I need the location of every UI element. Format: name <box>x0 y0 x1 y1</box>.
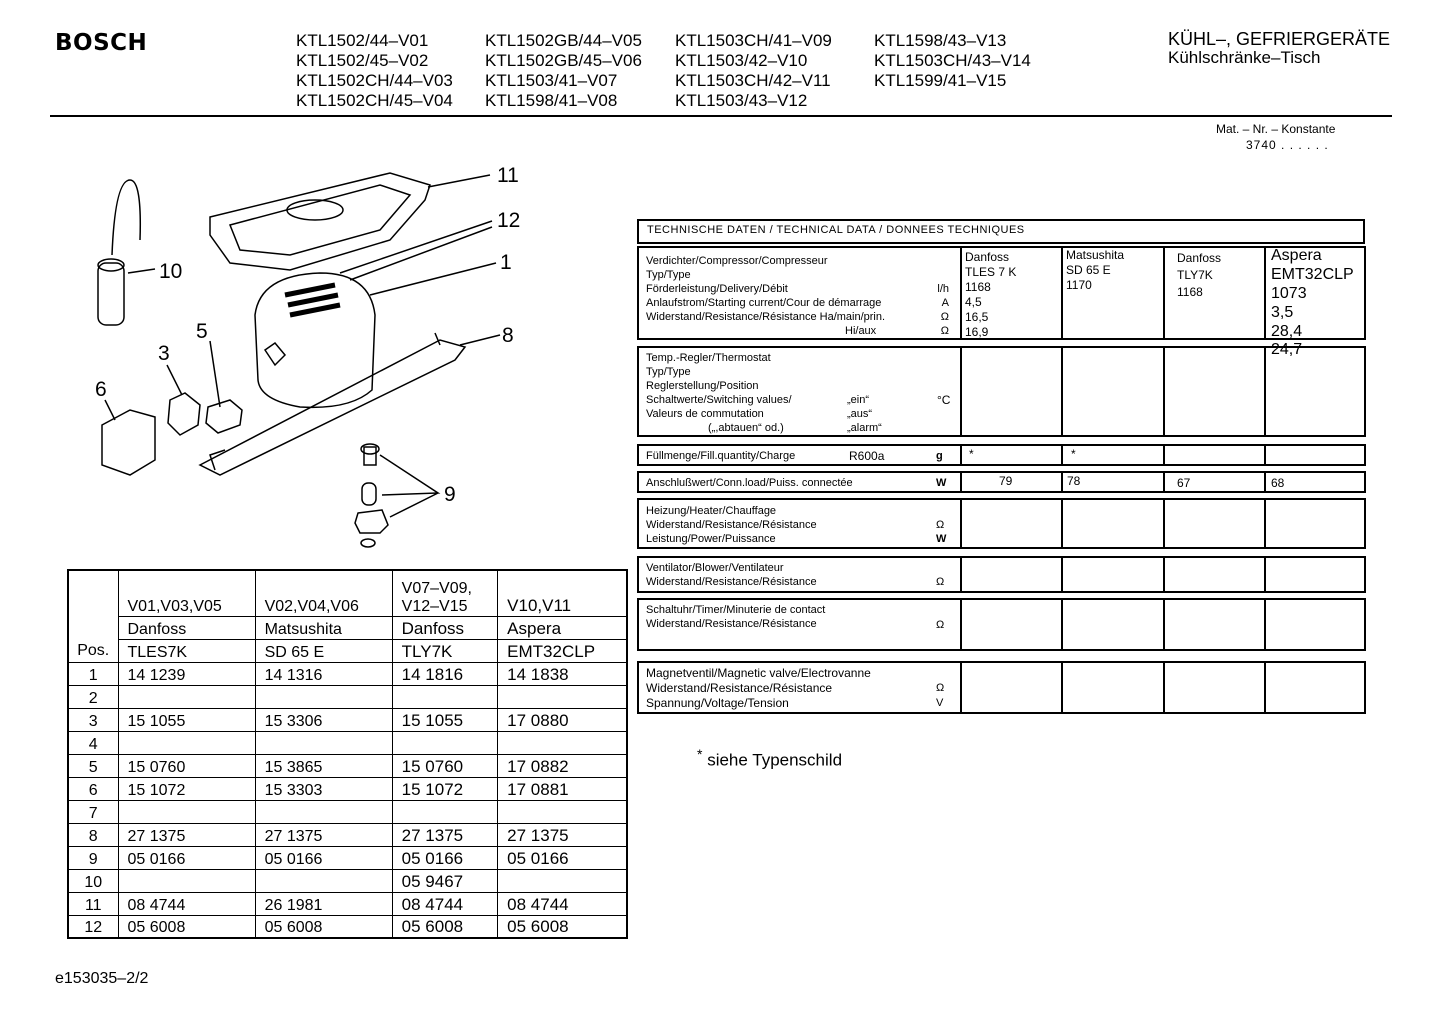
column-divider <box>1163 248 1165 338</box>
model-code: KTL1502GB/44–V05 <box>485 31 642 50</box>
part-number-cell: 05 0166 <box>118 846 255 869</box>
blower-section <box>637 556 1366 593</box>
compressor-col-aspera <box>1271 246 1354 341</box>
part-number-cell: 14 1316 <box>255 662 392 685</box>
callout-label: 12 <box>497 209 521 232</box>
state-label: „ein“ <box>847 394 870 406</box>
model-code: KTL1503/42–V10 <box>675 51 808 70</box>
table-row <box>68 662 627 685</box>
pos-cell: 1 <box>68 662 118 685</box>
part-number-cell: 08 4744 <box>392 892 498 915</box>
tech-label-line: Förderleistung/Delivery/Débit <box>646 283 788 295</box>
part-number-cell: 05 0166 <box>255 846 392 869</box>
callout-label: 10 <box>159 260 183 283</box>
model-code: KTL1502GB/45–V06 <box>485 51 642 70</box>
unit-label: A <box>941 297 949 309</box>
part-number-cell: 17 0881 <box>498 777 627 800</box>
part-number-cell <box>118 800 255 823</box>
callout-label: 11 <box>497 164 519 187</box>
pos-cell: 6 <box>68 777 118 800</box>
compressor-section <box>637 246 1366 340</box>
callout-label: 3 <box>158 342 170 365</box>
tech-data-header: TECHNISCHE DATEN / TECHNICAL DATA / DONNEES TECHNIQUES <box>637 219 1365 244</box>
tech-label-line: Valeurs de commutation <box>646 408 764 420</box>
model-code: KTL1502/45–V02 <box>296 51 429 70</box>
spec-value: 3,5 <box>1271 304 1294 321</box>
type-header: SD 65 E <box>255 639 392 662</box>
callout-label: 6 <box>95 378 107 401</box>
valve-section <box>637 661 1366 714</box>
part-number-cell: 15 3865 <box>255 754 392 777</box>
part-number-cell <box>392 685 498 708</box>
part-number-cell <box>255 685 392 708</box>
column-divider <box>1061 473 1063 491</box>
table-row <box>68 892 627 915</box>
column-divider <box>1163 558 1165 591</box>
parts-table-body <box>68 662 627 938</box>
tech-label <box>646 603 825 631</box>
part-number-cell: 15 1055 <box>118 708 255 731</box>
unit-label: W <box>936 533 947 545</box>
maker-header: Matsushita <box>255 616 392 639</box>
part-number-cell: 15 0760 <box>392 754 498 777</box>
tech-label-line: Reglerstellung/Position <box>646 380 759 392</box>
part-number-cell: 26 1981 <box>255 892 392 915</box>
model-code: KTL1502CH/44–V03 <box>296 71 453 90</box>
pos-cell: 7 <box>68 800 118 823</box>
pos-cell: 3 <box>68 708 118 731</box>
unit-label: Ω <box>936 519 945 531</box>
tech-label-line: Heizung/Heater/Chauffage <box>646 505 777 517</box>
part-number-cell: 15 1072 <box>392 777 498 800</box>
charge-section <box>637 444 1366 466</box>
tech-label-line: Widerstand/Resistance/Résistance <box>646 519 817 531</box>
part-number-cell: 14 1816 <box>392 662 498 685</box>
part-number-cell: 05 6008 <box>118 915 255 938</box>
model-col-3 <box>675 31 832 111</box>
pos-cell: 4 <box>68 731 118 754</box>
spec-value: 1168 <box>1177 285 1203 299</box>
unit-column <box>936 518 946 546</box>
part-number-cell: 05 6008 <box>255 915 392 938</box>
column-divider <box>1264 446 1266 464</box>
column-divider <box>1264 600 1266 649</box>
tech-label-line: Schaltwerte/Switching values/ <box>646 394 792 406</box>
model-code: KTL1502CH/45–V04 <box>296 91 453 110</box>
part-number-cell: 08 4744 <box>498 892 627 915</box>
spec-value: 4,5 <box>965 295 982 309</box>
unit-label: V <box>936 697 944 709</box>
callout-label: 9 <box>444 483 456 506</box>
unit-column <box>936 681 944 711</box>
tech-label: Füllmenge/Fill.quantity/Charge <box>646 450 796 462</box>
tech-label-line: Typ/Type <box>646 269 691 281</box>
tech-label-line: Hi/aux <box>845 325 877 337</box>
tech-label-line: Widerstand/Resistance/Résistance <box>646 576 817 588</box>
ptc-part <box>206 400 242 433</box>
pos-header: Pos. <box>68 570 118 662</box>
table-row <box>68 685 627 708</box>
tech-label-line: Magnetventil/Magnetic valve/Electrovanne <box>646 666 871 680</box>
spec-value: 1170 <box>1066 278 1092 292</box>
compressor-col-danfoss <box>965 250 1016 340</box>
brand-logo: BOSCH <box>55 30 148 56</box>
spec-value: 16,5 <box>965 310 989 324</box>
spec-value: * <box>969 447 974 461</box>
part-number-cell: 17 0880 <box>498 708 627 731</box>
table-row <box>68 731 627 754</box>
sleeve-part <box>362 483 376 505</box>
tech-label-line: Ventilator/Blower/Ventilateur <box>646 562 784 574</box>
column-divider <box>1061 663 1063 712</box>
part-number-cell: 17 0882 <box>498 754 627 777</box>
state-label: „alarm“ <box>847 422 882 434</box>
unit-label: W <box>936 477 947 489</box>
type-header: EMT32CLP <box>498 639 627 662</box>
column-divider <box>1163 348 1165 435</box>
tech-label-line: („,abtauen“ od.) <box>708 422 784 434</box>
spec-value: 24,7 <box>1271 341 1303 358</box>
state-label: „aus“ <box>847 408 873 420</box>
column-divider <box>1264 348 1266 435</box>
unit-label: Ω <box>936 576 945 588</box>
unit-label: g <box>936 450 943 462</box>
part-number-cell <box>118 731 255 754</box>
model-col-2 <box>485 31 642 111</box>
unit-label: l/h <box>937 283 949 295</box>
tech-label-line: Anlaufstrom/Starting current/Cour de démarrage <box>646 297 882 309</box>
mat-nr-label: Mat. – Nr. – Konstante <box>1216 122 1336 136</box>
maker-header: Danfoss <box>392 616 498 639</box>
tech-label-line: Leistung/Power/Puissance <box>646 533 776 545</box>
maker-header: Danfoss <box>118 616 255 639</box>
part-number-cell: 05 0166 <box>392 846 498 869</box>
part-number-cell <box>498 869 627 892</box>
part-number-cell: 05 9467 <box>392 869 498 892</box>
part-number-cell: 08 4744 <box>118 892 255 915</box>
callout-label: 1 <box>500 251 512 274</box>
column-divider <box>960 663 962 712</box>
table-row <box>68 754 627 777</box>
tech-label-line: Verdichter/Compressor/Compresseur <box>646 255 828 267</box>
pos-cell: 9 <box>68 846 118 869</box>
switching-states <box>847 393 882 435</box>
column-divider <box>1061 446 1063 464</box>
part-number-cell: 05 6008 <box>498 915 627 938</box>
column-divider <box>960 600 962 649</box>
column-divider <box>1163 500 1165 547</box>
unit-label: Ω <box>940 325 949 337</box>
variant-header: V02,V04,V06 <box>255 570 392 616</box>
timer-section <box>637 598 1366 651</box>
callout-label: 5 <box>196 320 208 343</box>
tech-label-line: Spannung/Voltage/Tension <box>646 696 789 710</box>
part-number-cell <box>498 731 627 754</box>
column-divider <box>1061 600 1063 649</box>
capacitor-part <box>98 263 124 325</box>
tech-label <box>646 561 817 589</box>
callout-label: 8 <box>502 324 514 347</box>
exploded-parts-diagram <box>60 155 620 555</box>
part-number-cell <box>255 869 392 892</box>
pos-cell: 12 <box>68 915 118 938</box>
model-code: KTL1503CH/42–V11 <box>675 71 831 90</box>
conn-load-section <box>637 471 1366 493</box>
part-number-cell: 15 1072 <box>118 777 255 800</box>
cover-part <box>102 410 155 475</box>
pos-cell: 2 <box>68 685 118 708</box>
model-code: KTL1503CH/41–V09 <box>675 31 832 50</box>
tech-label-line: Widerstand/Resistance/Résistance <box>646 681 833 695</box>
spec-value: 78 <box>1067 474 1081 488</box>
column-divider <box>1163 473 1165 491</box>
model-code: KTL1503CH/43–V14 <box>874 51 1031 70</box>
tech-label <box>646 504 817 546</box>
part-number-cell: 27 1375 <box>498 823 627 846</box>
footnote-text: siehe Typenschild <box>707 750 843 770</box>
bolt-part <box>364 447 376 465</box>
column-divider <box>1264 663 1266 712</box>
spec-value: 67 <box>1177 476 1191 490</box>
model-code: KTL1598/43–V13 <box>874 31 1007 50</box>
spec-value: EMT32CLP <box>1271 266 1354 283</box>
part-number-cell: 15 1055 <box>392 708 498 731</box>
part-number-cell <box>498 685 627 708</box>
column-divider <box>1163 446 1165 464</box>
spec-value: TLES 7 K <box>965 265 1017 279</box>
type-header: TLY7K <box>392 639 498 662</box>
washer-part <box>361 539 375 547</box>
part-number-cell <box>255 800 392 823</box>
column-divider <box>1264 500 1266 547</box>
part-number-cell: 05 0166 <box>498 846 627 869</box>
unit-label: Ω <box>940 311 949 323</box>
model-code: KTL1599/41–V15 <box>874 71 1007 90</box>
variant-header: V10,V11 <box>498 570 627 616</box>
pos-cell: 5 <box>68 754 118 777</box>
model-code: KTL1502/44–V01 <box>296 31 429 50</box>
maker-header: Aspera <box>498 616 627 639</box>
footnote-star: * <box>697 746 703 762</box>
column-divider <box>960 348 962 435</box>
grommet-part <box>355 510 388 533</box>
column-divider <box>1061 348 1063 435</box>
spec-value: SD 65 E <box>1066 263 1111 277</box>
part-number-cell: 27 1375 <box>255 823 392 846</box>
part-number-cell: 14 1838 <box>498 662 627 685</box>
capacitor-wire <box>112 180 140 255</box>
document-id: e153035–2/2 <box>55 970 149 987</box>
spec-value: 16,9 <box>965 325 989 339</box>
table-row <box>68 915 627 938</box>
table-row <box>68 846 627 869</box>
compressor-part <box>255 273 375 407</box>
part-number-cell: 15 3306 <box>255 708 392 731</box>
footnote <box>697 746 842 771</box>
column-divider <box>1061 500 1063 547</box>
spec-value: 28,4 <box>1271 323 1303 340</box>
header-divider <box>50 115 1392 117</box>
model-code: KTL1503/41–V07 <box>485 71 618 90</box>
unit-label: Ω <box>936 682 945 694</box>
spec-value: TLY7K <box>1177 268 1213 282</box>
part-number-cell <box>118 685 255 708</box>
part-number-cell: 15 0760 <box>118 754 255 777</box>
part-number-cell: 05 6008 <box>392 915 498 938</box>
pos-cell: 11 <box>68 892 118 915</box>
table-row <box>68 777 627 800</box>
spec-value: 1168 <box>965 280 991 294</box>
part-number-cell <box>118 869 255 892</box>
tech-label <box>646 666 871 711</box>
spec-value: * <box>1071 447 1076 461</box>
table-row <box>68 800 627 823</box>
tech-label-line: Widerstand/Resistance/Résistance <box>646 618 817 630</box>
column-divider <box>960 446 962 464</box>
column-divider <box>960 500 962 547</box>
spec-value: 68 <box>1271 476 1285 490</box>
column-divider <box>1163 663 1165 712</box>
part-number-cell <box>255 731 392 754</box>
unit-label: Ω <box>936 619 945 631</box>
column-divider <box>1061 248 1063 338</box>
column-divider <box>960 473 962 491</box>
category-title: KÜHL–, GEFRIERGERÄTE <box>1168 29 1391 49</box>
part-number-cell: 27 1375 <box>118 823 255 846</box>
tech-label <box>646 254 885 338</box>
unit-label: °C <box>937 393 951 407</box>
model-col-4 <box>874 31 1031 91</box>
thermostat-section <box>637 346 1366 437</box>
part-number-cell: 14 1239 <box>118 662 255 685</box>
variant-header <box>392 570 498 616</box>
part-number-cell <box>498 800 627 823</box>
model-col-1 <box>296 31 453 111</box>
part-number-cell <box>392 731 498 754</box>
variant-line: V12–V15 <box>401 597 468 615</box>
compressor-col-danfoss-2 <box>1177 250 1221 301</box>
variant-header: V01,V03,V05 <box>118 570 255 616</box>
variant-line: V07–V09, <box>401 579 472 597</box>
column-divider <box>1264 558 1266 591</box>
unit-column <box>934 282 949 338</box>
pos-cell: 10 <box>68 869 118 892</box>
column-divider <box>960 248 962 338</box>
tech-label-line: Temp.-Regler/Thermostat <box>646 352 771 364</box>
column-divider <box>1264 248 1266 338</box>
heater-section <box>637 498 1366 549</box>
table-row <box>68 708 627 731</box>
tech-label <box>646 351 792 435</box>
column-divider <box>1264 473 1266 491</box>
table-row <box>68 869 627 892</box>
tech-label-line: Schaltuhr/Timer/Minuterie de contact <box>646 604 826 616</box>
relay-part <box>168 393 200 435</box>
spec-value: 1073 <box>1271 285 1307 302</box>
part-number-cell <box>392 800 498 823</box>
spec-value: Matsushita <box>1066 248 1125 262</box>
compressor-col-matsushita <box>1066 248 1124 293</box>
part-number-cell: 27 1375 <box>392 823 498 846</box>
spec-value: Aspera <box>1271 247 1322 264</box>
table-row <box>68 823 627 846</box>
tech-label-line: Typ/Type <box>646 366 691 378</box>
category-subtitle: Kühlschränke–Tisch <box>1168 48 1321 67</box>
model-code: KTL1598/41–V08 <box>485 91 618 110</box>
spec-value: 79 <box>999 474 1013 488</box>
tech-label: Anschlußwert/Conn.load/Puiss. connectée <box>646 477 853 489</box>
spec-value: Danfoss <box>1177 251 1222 265</box>
column-divider <box>1163 600 1165 649</box>
part-number-cell: 15 3303 <box>255 777 392 800</box>
column-divider <box>960 558 962 591</box>
spec-value: Danfoss <box>965 250 1010 264</box>
model-code: KTL1503/43–V12 <box>675 91 808 110</box>
type-header: TLES7K <box>118 639 255 662</box>
column-divider <box>1061 558 1063 591</box>
pos-cell: 8 <box>68 823 118 846</box>
gas-type: R600a <box>849 449 885 463</box>
parts-table <box>67 569 628 939</box>
tech-label-line: Widerstand/Resistance/Résistance Ha/main/prin. <box>646 311 886 323</box>
mat-nr-value: 3740 . . . . . . <box>1246 138 1329 152</box>
